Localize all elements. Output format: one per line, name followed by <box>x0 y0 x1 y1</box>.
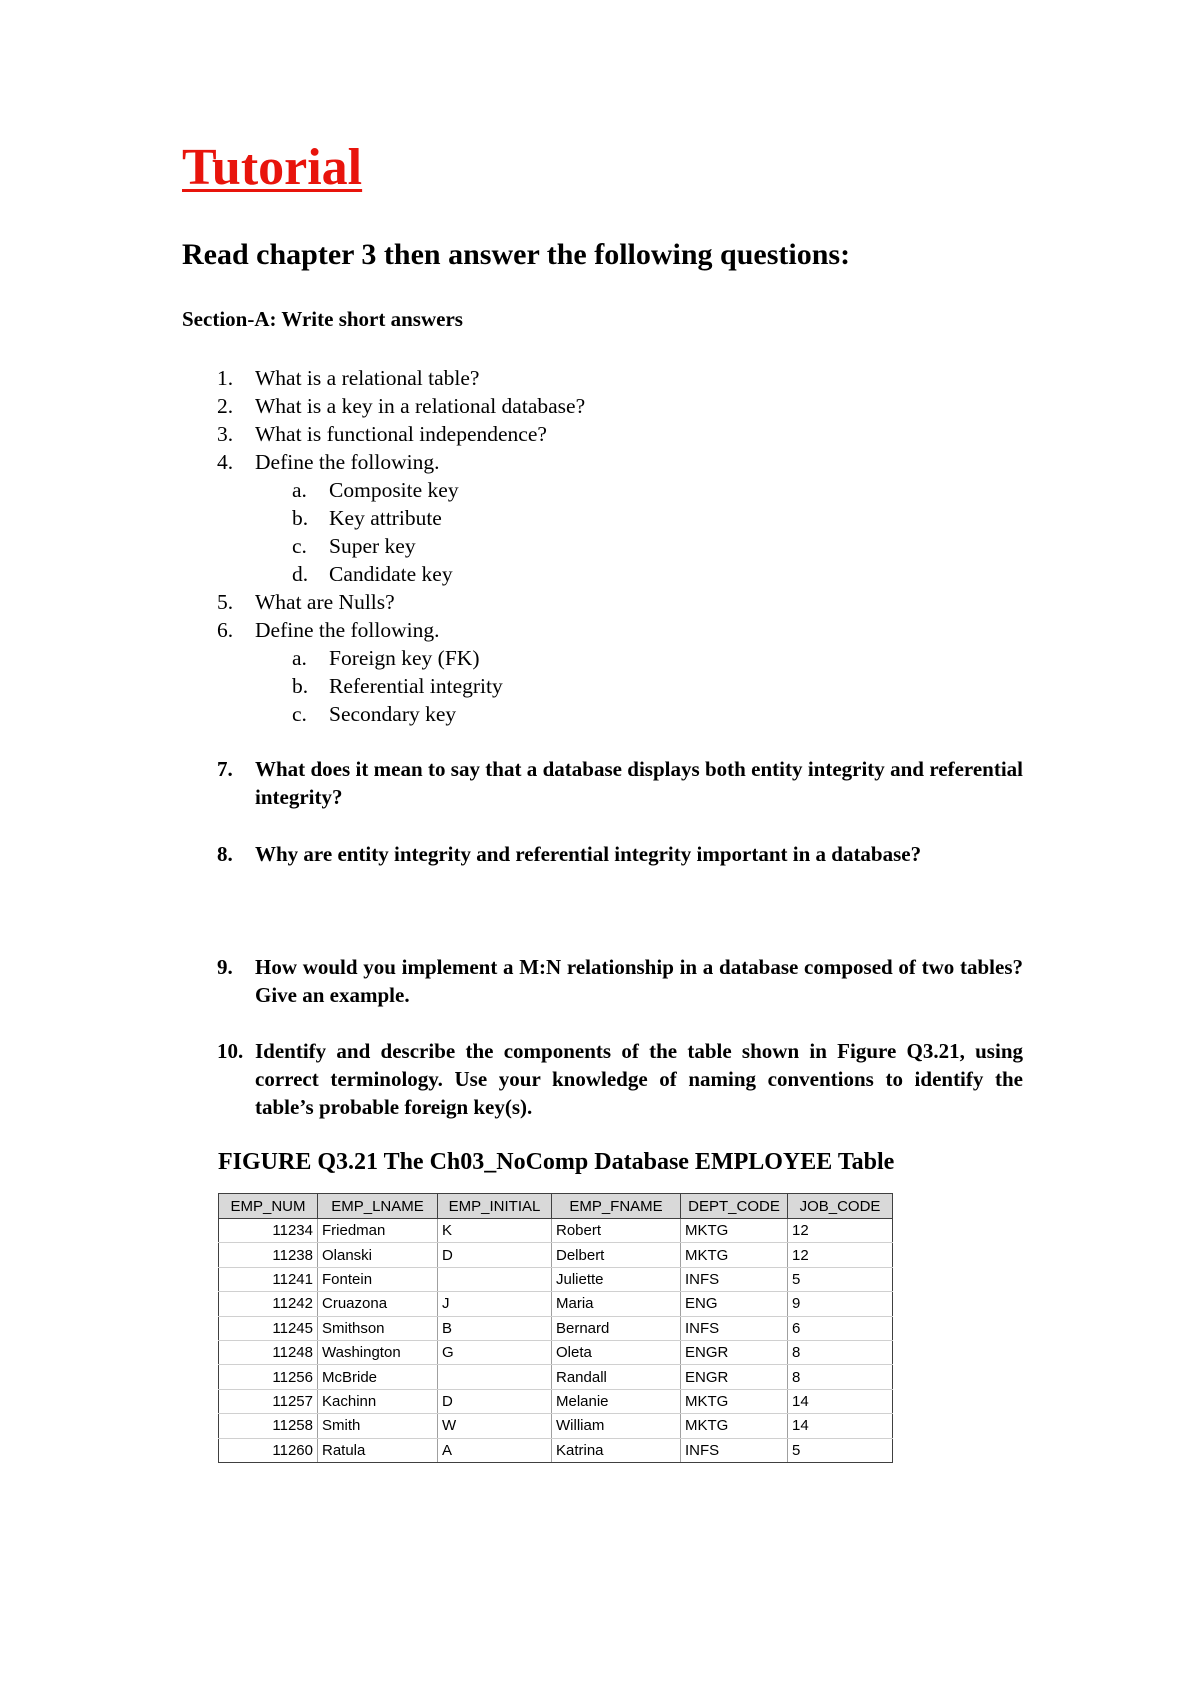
sub-item-letter: b. <box>292 506 309 530</box>
cell-emp-initial: W <box>438 1414 552 1438</box>
question-number: 2. <box>217 394 234 418</box>
cell-emp-lname: Washington <box>318 1340 438 1364</box>
question-number: 1. <box>217 366 234 390</box>
list-item <box>182 420 1022 448</box>
question-9 <box>217 953 1023 1009</box>
table-row <box>219 1267 893 1291</box>
column-header-emp-num: EMP_NUM <box>219 1194 318 1219</box>
sub-item-text: Key attribute <box>329 506 442 530</box>
table-header-row <box>219 1194 893 1219</box>
figure-caption: FIGURE Q3.21 The Ch03_NoComp Database EMPLOYEE Table <box>218 1149 895 1175</box>
cell-emp-lname: Cruazona <box>318 1292 438 1316</box>
cell-emp-fname: Delbert <box>552 1243 681 1267</box>
question-text: What is a key in a relational database? <box>255 394 586 418</box>
cell-emp-initial: K <box>438 1219 552 1243</box>
question-number: 7. <box>217 757 233 781</box>
column-header-emp-lname: EMP_LNAME <box>318 1194 438 1219</box>
cell-dept-code: INFS <box>681 1267 788 1291</box>
question-number: 4. <box>217 450 234 474</box>
cell-emp-initial: A <box>438 1438 552 1462</box>
sub-item-letter: b. <box>292 674 309 698</box>
cell-emp-initial: J <box>438 1292 552 1316</box>
sub-list-item <box>182 644 1022 672</box>
table-row <box>219 1292 893 1316</box>
sub-list-item <box>182 532 1022 560</box>
cell-job-code: 14 <box>788 1389 893 1413</box>
question-text: What is functional independence? <box>255 422 547 446</box>
question-number: 6. <box>217 618 234 642</box>
cell-emp-fname: William <box>552 1414 681 1438</box>
cell-emp-fname: Maria <box>552 1292 681 1316</box>
cell-emp-lname: Kachinn <box>318 1389 438 1413</box>
employee-table <box>218 1193 893 1463</box>
cell-emp-lname: Fontein <box>318 1267 438 1291</box>
sub-item-letter: c. <box>292 534 307 558</box>
sub-item-text: Composite key <box>329 478 459 502</box>
question-text: What does it mean to say that a database displays both entity integrity and referential integrity? <box>255 757 1023 809</box>
question-text: Define the following. <box>255 618 440 642</box>
list-item <box>182 364 1022 392</box>
cell-dept-code: MKTG <box>681 1414 788 1438</box>
cell-emp-lname: Smith <box>318 1414 438 1438</box>
cell-emp-num: 11256 <box>219 1365 318 1389</box>
cell-emp-initial: G <box>438 1340 552 1364</box>
question-text: Identify and describe the components of the table shown in Figure Q3.21, using correct terminology. Use your knowledge of naming conventions to identify the table’s probable foreign key(s). <box>255 1039 1023 1119</box>
cell-emp-lname: McBride <box>318 1365 438 1389</box>
table-row <box>219 1365 893 1389</box>
cell-emp-num: 11242 <box>219 1292 318 1316</box>
cell-emp-num: 11241 <box>219 1267 318 1291</box>
cell-emp-lname: Friedman <box>318 1219 438 1243</box>
sub-list-item <box>182 700 1022 728</box>
cell-emp-num: 11257 <box>219 1389 318 1413</box>
question-text: Define the following. <box>255 450 440 474</box>
sub-list-item <box>182 476 1022 504</box>
table-row <box>219 1438 893 1462</box>
cell-dept-code: MKTG <box>681 1219 788 1243</box>
sub-list-item <box>182 672 1022 700</box>
cell-dept-code: ENGR <box>681 1365 788 1389</box>
cell-job-code: 8 <box>788 1365 893 1389</box>
sub-item-text: Candidate key <box>329 562 453 586</box>
cell-emp-lname: Smithson <box>318 1316 438 1340</box>
question-number: 9. <box>217 955 233 979</box>
sub-item-letter: c. <box>292 702 307 726</box>
question-number: 8. <box>217 842 233 866</box>
cell-job-code: 14 <box>788 1414 893 1438</box>
table-row <box>219 1243 893 1267</box>
table-row <box>219 1316 893 1340</box>
question-7 <box>217 755 1023 811</box>
cell-dept-code: INFS <box>681 1438 788 1462</box>
question-text: What is a relational table? <box>255 366 480 390</box>
cell-emp-fname: Oleta <box>552 1340 681 1364</box>
cell-dept-code: ENGR <box>681 1340 788 1364</box>
sub-list-item <box>182 560 1022 588</box>
question-8 <box>217 840 1023 868</box>
list-item <box>182 392 1022 420</box>
cell-emp-num: 11258 <box>219 1414 318 1438</box>
cell-dept-code: INFS <box>681 1316 788 1340</box>
question-10 <box>217 1037 1023 1121</box>
list-item <box>182 616 1022 644</box>
sub-item-text: Secondary key <box>329 702 457 726</box>
cell-dept-code: MKTG <box>681 1389 788 1413</box>
sub-item-text: Foreign key (FK) <box>329 646 480 670</box>
column-header-emp-initial: EMP_INITIAL <box>438 1194 552 1219</box>
cell-emp-fname: Bernard <box>552 1316 681 1340</box>
cell-emp-num: 11245 <box>219 1316 318 1340</box>
cell-emp-fname: Melanie <box>552 1389 681 1413</box>
cell-emp-initial <box>438 1267 552 1291</box>
cell-emp-num: 11248 <box>219 1340 318 1364</box>
cell-job-code: 12 <box>788 1243 893 1267</box>
cell-job-code: 5 <box>788 1438 893 1462</box>
question-number: 10. <box>217 1039 244 1063</box>
question-number: 5. <box>217 590 234 614</box>
cell-emp-num: 11260 <box>219 1438 318 1462</box>
table-row <box>219 1219 893 1243</box>
cell-emp-fname: Juliette <box>552 1267 681 1291</box>
sub-item-letter: d. <box>292 562 309 586</box>
question-number: 3. <box>217 422 234 446</box>
short-answer-list <box>182 364 1022 728</box>
cell-emp-fname: Randall <box>552 1365 681 1389</box>
question-text: How would you implement a M:N relationship in a database composed of two tables? Give an example. <box>255 955 1023 1007</box>
page-title: Tutorial <box>182 139 363 196</box>
section-a-heading: Section-A: Write short answers <box>182 307 463 331</box>
column-header-job-code: JOB_CODE <box>788 1194 893 1219</box>
question-text: Why are entity integrity and referential integrity important in a database? <box>255 842 922 866</box>
cell-emp-fname: Katrina <box>552 1438 681 1462</box>
cell-emp-num: 11238 <box>219 1243 318 1267</box>
sub-item-text: Referential integrity <box>329 674 503 698</box>
cell-job-code: 5 <box>788 1267 893 1291</box>
cell-emp-num: 11234 <box>219 1219 318 1243</box>
sub-item-text: Super key <box>329 534 416 558</box>
cell-emp-initial <box>438 1365 552 1389</box>
question-text: What are Nulls? <box>255 590 395 614</box>
table-row <box>219 1389 893 1413</box>
list-item <box>182 448 1022 476</box>
sub-item-letter: a. <box>292 646 307 670</box>
cell-dept-code: ENG <box>681 1292 788 1316</box>
table-row <box>219 1340 893 1364</box>
sub-item-letter: a. <box>292 478 307 502</box>
cell-emp-lname: Ratula <box>318 1438 438 1462</box>
sub-list-item <box>182 504 1022 532</box>
table-row <box>219 1414 893 1438</box>
cell-emp-lname: Olanski <box>318 1243 438 1267</box>
cell-dept-code: MKTG <box>681 1243 788 1267</box>
cell-emp-initial: B <box>438 1316 552 1340</box>
cell-emp-fname: Robert <box>552 1219 681 1243</box>
instructions-heading: Read chapter 3 then answer the following questions: <box>182 238 851 271</box>
cell-job-code: 8 <box>788 1340 893 1364</box>
cell-job-code: 9 <box>788 1292 893 1316</box>
list-item <box>182 588 1022 616</box>
cell-job-code: 12 <box>788 1219 893 1243</box>
cell-job-code: 6 <box>788 1316 893 1340</box>
cell-emp-initial: D <box>438 1389 552 1413</box>
column-header-emp-fname: EMP_FNAME <box>552 1194 681 1219</box>
column-header-dept-code: DEPT_CODE <box>681 1194 788 1219</box>
cell-emp-initial: D <box>438 1243 552 1267</box>
